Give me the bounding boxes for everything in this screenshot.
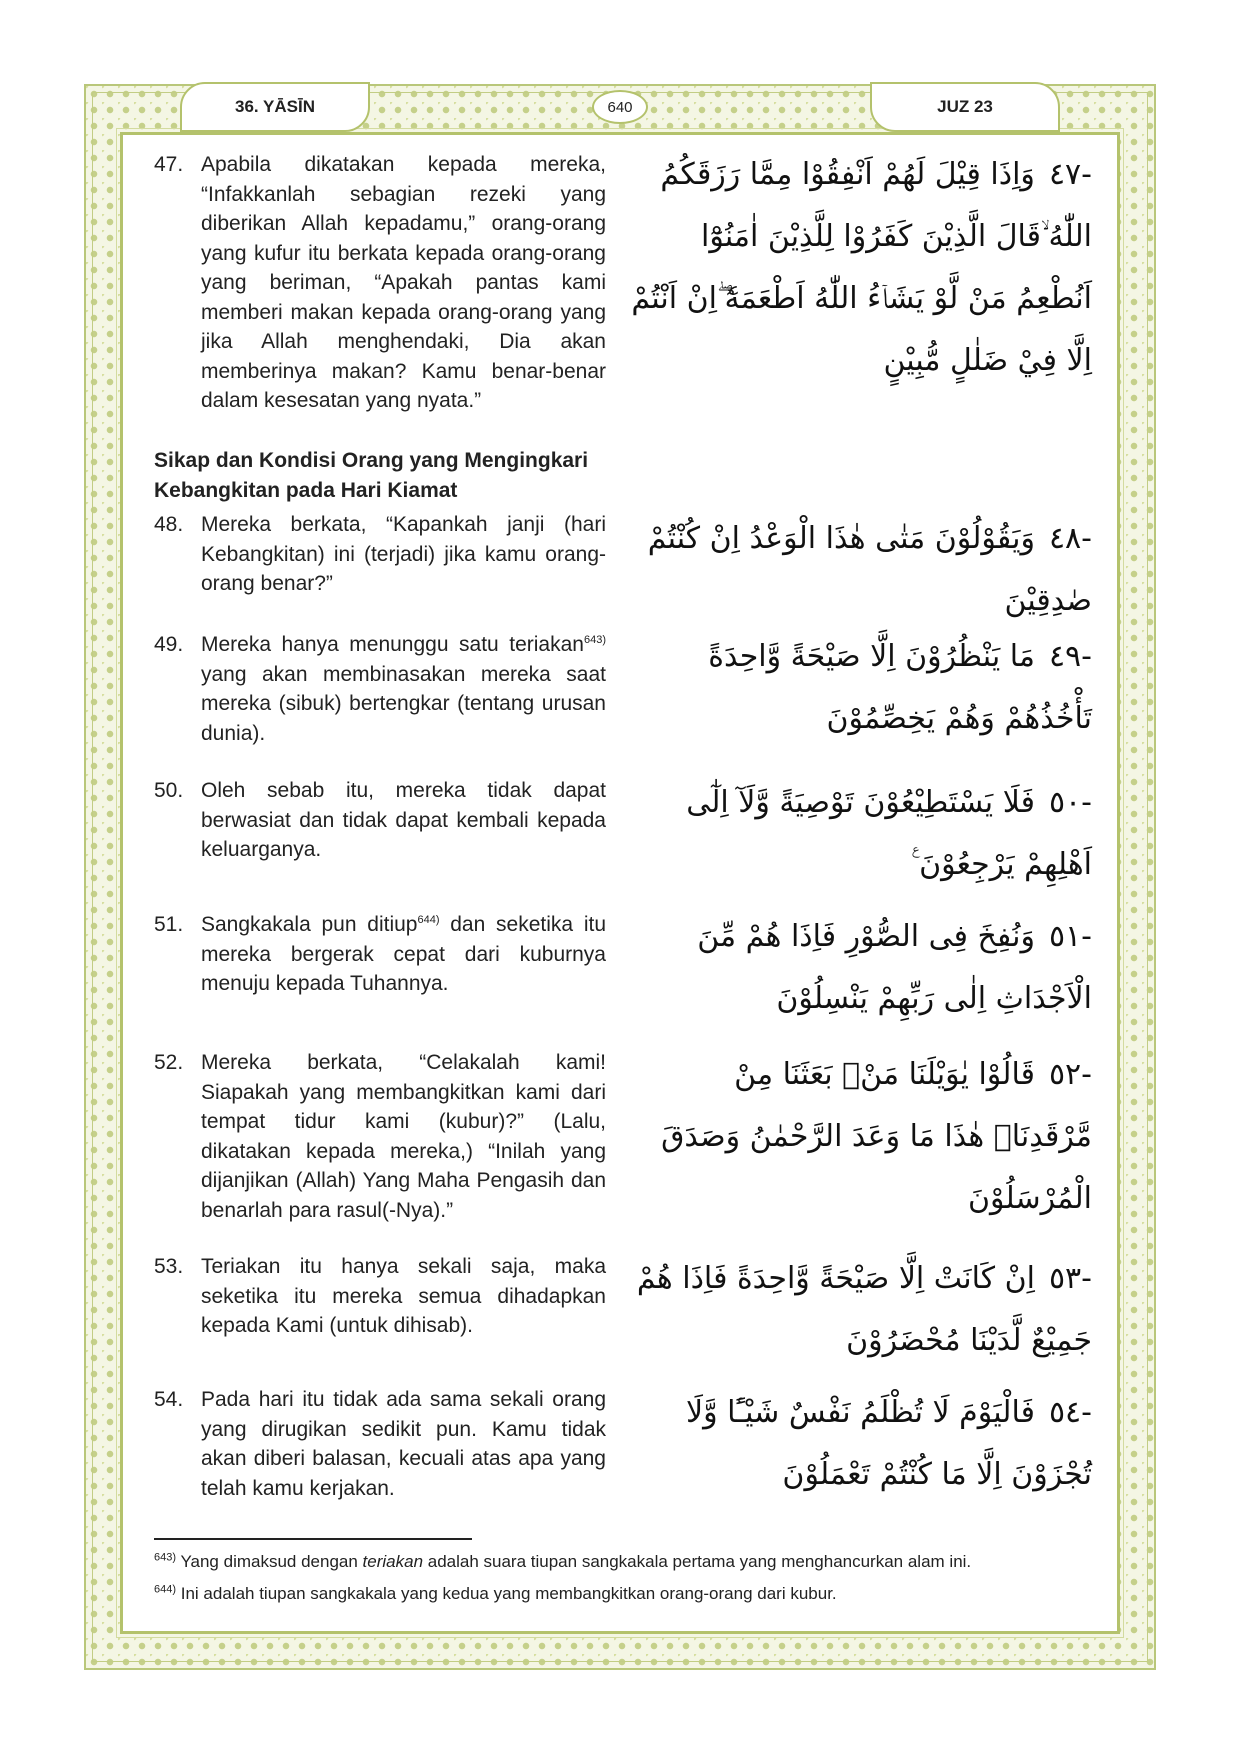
page-number-badge bbox=[592, 90, 648, 124]
verse-52-translation bbox=[154, 1048, 606, 1225]
footnote-644: $^{644)}$ Ini adalah tiupan sangkakala yang kedua yang membangkitkan orang-orang dari kubur. bbox=[154, 1583, 837, 1603]
arabic-verse-number: -٥٤ bbox=[1048, 1395, 1092, 1430]
arabic-text: فَلَا يَسْتَطِيْعُوْنَ تَوْصِيَةً وَّلَآ اِلٰٓى اَهْلِهِمْ يَرْجِعُوْنَ ࣖ bbox=[686, 785, 1092, 882]
verse-51-translation bbox=[154, 910, 606, 999]
verse-50-translation bbox=[154, 776, 606, 865]
verse-number: 51. bbox=[154, 913, 184, 936]
verse-49-translation bbox=[154, 630, 606, 748]
arabic-text: وَاِذَا قِيْلَ لَهُمْ اَنْفِقُوْا مِمَّا رَزَقَكُمُ اللّٰهُ ۙقَالَ الَّذِيْنَ كَفَرُوْا لِلَّذِيْنَ اٰمَنُوْٓا اَنُطْعِمُ مَنْ لَّوْ يَشَاۤءُ اللّٰهُ اَطْعَمَهٗٓ ۖاِنْ اَنْتُمْ اِلَّا فِيْ ضَلٰلٍ مُّبِيْنٍ bbox=[631, 157, 1092, 378]
verse-53-arabic bbox=[630, 1248, 1092, 1372]
verse-47-arabic bbox=[630, 144, 1092, 392]
verse-number: 49. bbox=[154, 633, 184, 656]
verse-number: 54. bbox=[154, 1388, 184, 1411]
arabic-verse-number: -٤٩ bbox=[1048, 639, 1092, 674]
verse-53-translation bbox=[154, 1252, 606, 1341]
verse-52-arabic bbox=[630, 1044, 1092, 1230]
verse-47-translation bbox=[154, 150, 606, 416]
verse-51-arabic bbox=[630, 906, 1092, 1030]
arabic-text: وَيَقُوْلُوْنَ مَتٰى هٰذَا الْوَعْدُ اِنْ كُنْتُمْ صٰدِقِيْنَ bbox=[647, 521, 1092, 618]
arabic-verse-number: -٤٧ bbox=[1048, 157, 1092, 192]
arabic-verse-number: -٥٠ bbox=[1048, 785, 1092, 820]
verse-48-translation bbox=[154, 510, 606, 599]
verse-49-arabic bbox=[630, 626, 1092, 750]
footnote-ref[interactable]: 644) bbox=[417, 914, 440, 926]
verse-number: 47. bbox=[154, 153, 184, 176]
arabic-text: فَالْيَوْمَ لَا تُظْلَمُ نَفْسٌ شَيْـًٔا وَّلَا تُجْزَوْنَ اِلَّا مَا كُنْتُمْ تَعْمَلُوْنَ bbox=[686, 1395, 1092, 1492]
verse-number: 50. bbox=[154, 779, 184, 802]
arabic-verse-number: -٥١ bbox=[1048, 919, 1092, 954]
verse-48-arabic bbox=[630, 508, 1092, 632]
juz-label: JUZ 23 bbox=[937, 97, 993, 116]
verse-text: Apabila dikatakan kepada mereka, “Infakkanlah sebagian rezeki yang diberikan Allah kepadamu,” orang-orang yang kufur itu berkata kepada orang-orang yang beriman, “Apakah pantas kami memberi makan kepada orang-orang yang jika Allah menghendaki, Dia akan memberinya makan? Kamu benar-benar dalam kesesatan yang nyata.” bbox=[201, 153, 606, 412]
footnote-ref[interactable]: 643) bbox=[583, 634, 606, 646]
arabic-verse-number: -٥٢ bbox=[1048, 1057, 1092, 1092]
arabic-verse-number: -٥٣ bbox=[1048, 1261, 1092, 1296]
verse-number: 53. bbox=[154, 1255, 184, 1278]
footnote-mark: 644) bbox=[154, 1583, 177, 1596]
surah-tab bbox=[180, 82, 370, 132]
verse-54-arabic bbox=[630, 1382, 1092, 1506]
verse-54-translation bbox=[154, 1385, 606, 1503]
verse-text: Teriakan itu hanya sekali saja, maka seketika itu mereka semua dihadapkan kepada Kami (untuk dihisab). bbox=[201, 1255, 606, 1337]
arabic-text: قَالُوْا يٰوَيْلَنَا مَنْۢ بَعَثَنَا مِنْ مَّرْقَدِنَاۜ هٰذَا مَا وَعَدَ الرَّحْمٰنُ وَصَدَقَ الْمُرْسَلُوْنَ bbox=[661, 1057, 1092, 1216]
arabic-text: اِنْ كَانَتْ اِلَّا صَيْحَةً وَّاحِدَةً فَاِذَا هُمْ جَمِيْعٌ لَّدَيْنَا مُحْضَرُوْنَ bbox=[636, 1261, 1092, 1358]
arabic-verse-number: -٤٨ bbox=[1048, 521, 1092, 556]
verse-number: 48. bbox=[154, 513, 184, 536]
verse-text: Pada hari itu tidak ada sama sekali orang yang dirugikan sedikit pun. Kamu tidak akan diberi balasan, kecuali atas apa yang telah kamu kerjakan. bbox=[201, 1388, 606, 1500]
arabic-text: مَا يَنْظُرُوْنَ اِلَّا صَيْحَةً وَّاحِدَةً تَأْخُذُهُمْ وَهُمْ يَخِصِّمُوْنَ bbox=[708, 639, 1092, 736]
surah-name: 36. YĀSĪN bbox=[234, 97, 315, 116]
section-heading: Sikap dan Kondisi Orang yang Mengingkari Kebangkitan pada Hari Kiamat bbox=[154, 449, 589, 502]
verse-text: Mereka berkata, “Kapankah janji (hari Kebangkitan) ini (terjadi) jika kamu orang-orang benar?” bbox=[201, 513, 606, 595]
verse-text: Oleh sebab itu, mereka tidak dapat berwasiat dan tidak dapat kembali kepada keluarganya. bbox=[201, 779, 606, 861]
footnote-mark: 643) bbox=[154, 1551, 177, 1564]
footnote-643: $^{643)}$ Yang dimaksud dengan teriakan adalah suara tiupan sangkakala pertama yang menghancurkan alam ini. bbox=[154, 1551, 972, 1571]
footnote-emphasis: teriakan bbox=[362, 1552, 424, 1571]
footnote-divider bbox=[154, 1538, 472, 1540]
verse-number: 52. bbox=[154, 1051, 184, 1074]
page-number: 640 bbox=[607, 98, 633, 116]
verse-text: Sangkakala pun ditiup$^{644)}$ dan seketika itu mereka bergerak cepat dari kuburnya menuju kepada Tuhannya. bbox=[201, 913, 606, 995]
arabic-text: وَنُفِخَ فِى الصُّوْرِ فَاِذَا هُمْ مِّنَ الْاَجْدَاثِ اِلٰى رَبِّهِمْ يَنْسِلُوْنَ bbox=[697, 919, 1092, 1016]
verse-text: Mereka berkata, “Celakalah kami! Siapakah yang membangkitkan kami dari tempat tidur kami (kubur)?” (Lalu, dikatakan kepada mereka,) “Inilah yang dijanjikan (Allah) Yang Maha Pengasih dan benarlah para rasul(-Nya).” bbox=[201, 1051, 606, 1222]
verse-50-arabic bbox=[630, 772, 1092, 896]
juz-tab bbox=[870, 82, 1060, 132]
verse-text: Mereka hanya menunggu satu teriakan$^{643)}$ yang akan membinasakan mereka saat mereka (sibuk) bertengkar (tentang urusan dunia). bbox=[201, 633, 606, 745]
